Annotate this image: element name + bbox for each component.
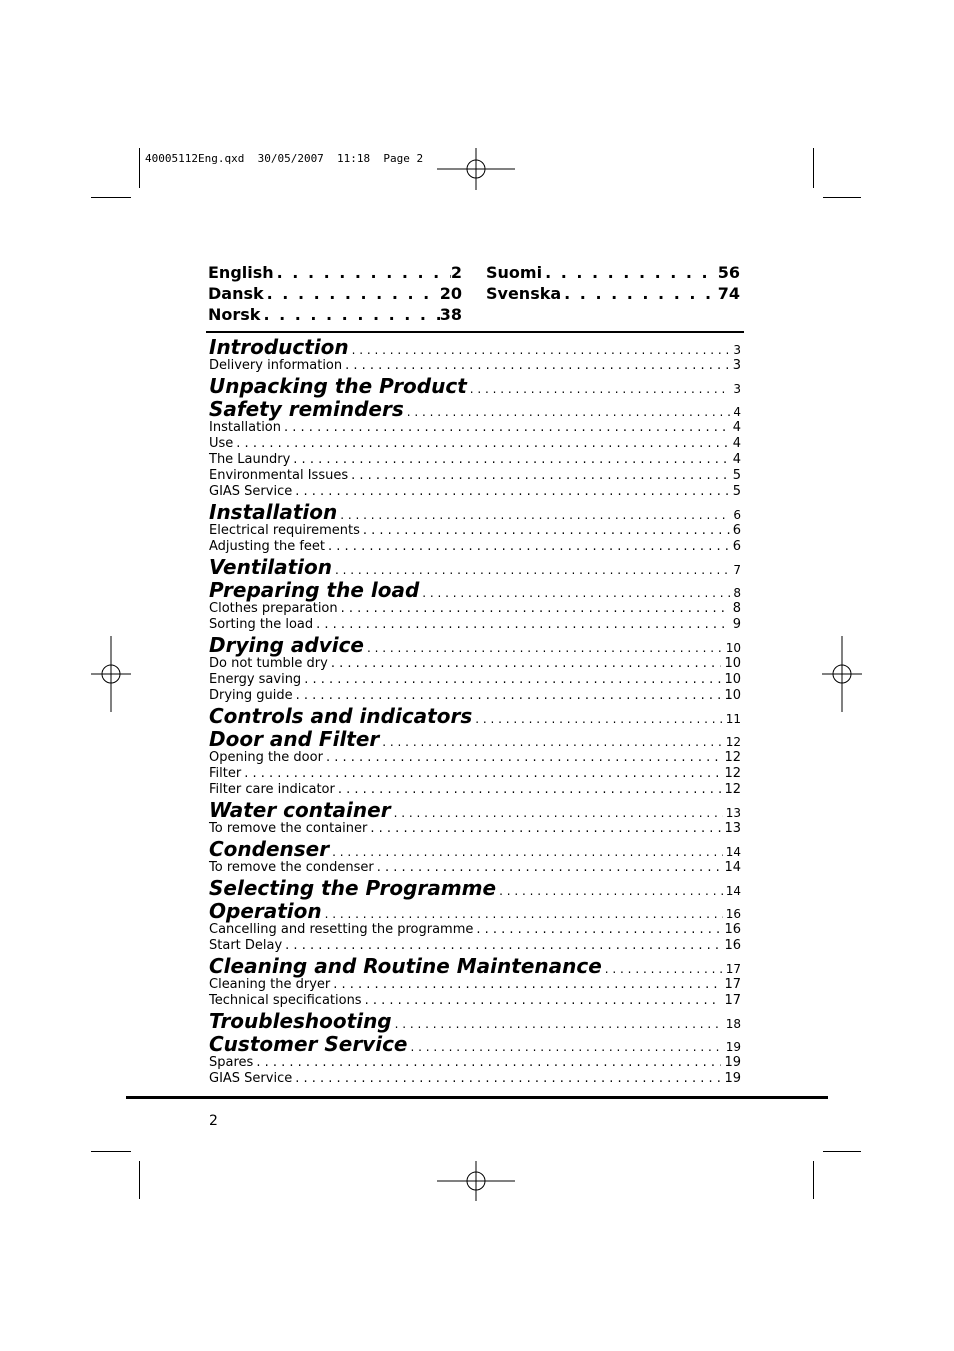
toc-leader-dots bbox=[338, 782, 722, 797]
toc-subentry bbox=[209, 420, 741, 436]
language-entry bbox=[486, 283, 740, 304]
toc-leader-dots bbox=[256, 1055, 721, 1070]
toc-leader-dots bbox=[475, 712, 722, 726]
toc-leader-dots bbox=[365, 993, 722, 1008]
toc-subentry bbox=[209, 523, 741, 539]
toc-page: 13 bbox=[725, 806, 741, 820]
toc-subentry bbox=[209, 1055, 741, 1071]
registration-mark-left-icon bbox=[91, 636, 131, 712]
toc-page: 18 bbox=[725, 1017, 741, 1031]
toc-title: Selecting the Programme bbox=[209, 876, 497, 900]
toc-subentry bbox=[209, 993, 741, 1009]
toc-leader-dots bbox=[605, 962, 723, 976]
toc-leader-dots bbox=[332, 845, 723, 859]
toc-subentry bbox=[209, 821, 741, 837]
toc-page: 17 bbox=[724, 993, 741, 1008]
toc-leader-dots bbox=[325, 907, 723, 921]
toc-title: Start Delay bbox=[209, 938, 283, 953]
crop-mark-top-right-horizontal bbox=[823, 197, 861, 198]
toc-section bbox=[209, 374, 741, 397]
toc-title: Installation bbox=[209, 500, 338, 524]
toc-title: Technical specifications bbox=[209, 993, 362, 1008]
toc-title: Customer Service bbox=[209, 1032, 408, 1056]
toc-title: Use bbox=[209, 436, 234, 451]
toc-page: 11 bbox=[725, 712, 741, 726]
table-of-contents bbox=[209, 335, 741, 1087]
toc-page: 9 bbox=[732, 617, 741, 632]
toc-page: 12 bbox=[724, 750, 741, 765]
registration-mark-bottom-icon bbox=[437, 1161, 515, 1201]
toc-page: 10 bbox=[724, 672, 741, 687]
toc-page: 4 bbox=[732, 420, 741, 435]
toc-title: Spares bbox=[209, 1055, 254, 1070]
toc-title: Sorting the load bbox=[209, 617, 314, 632]
toc-subentry bbox=[209, 977, 741, 993]
page-number: 2 bbox=[209, 1113, 218, 1129]
toc-title: Drying advice bbox=[209, 633, 364, 657]
toc-title: Cancelling and resetting the programme bbox=[209, 922, 474, 937]
toc-section bbox=[209, 335, 741, 358]
toc-leader-dots bbox=[411, 1040, 723, 1054]
toc-title: Condenser bbox=[209, 837, 330, 861]
toc-subentry bbox=[209, 617, 741, 633]
toc-page: 13 bbox=[724, 821, 741, 836]
registration-mark-right-icon bbox=[822, 636, 862, 712]
toc-page: 4 bbox=[733, 405, 741, 419]
toc-leader-dots bbox=[295, 1071, 721, 1086]
toc-page: 17 bbox=[724, 977, 741, 992]
crop-mark-top-left-horizontal bbox=[91, 197, 131, 198]
toc-page: 3 bbox=[733, 382, 741, 396]
toc-page: 6 bbox=[732, 523, 741, 538]
toc-title: The Laundry bbox=[209, 452, 291, 467]
print-slug: 40005112Eng.qxd 30/05/2007 11:18 Page 2 bbox=[145, 152, 424, 165]
language-page: 56 bbox=[717, 263, 740, 282]
toc-section bbox=[209, 899, 741, 922]
toc-section bbox=[209, 837, 741, 860]
toc-leader-dots bbox=[295, 484, 729, 499]
toc-section bbox=[209, 798, 741, 821]
toc-leader-dots bbox=[341, 601, 730, 616]
toc-leader-dots bbox=[236, 436, 729, 451]
toc-subentry bbox=[209, 436, 741, 452]
toc-leader-dots bbox=[370, 821, 721, 836]
toc-page: 12 bbox=[725, 735, 741, 749]
crop-mark-bottom-right-vertical bbox=[813, 1161, 814, 1199]
toc-page: 6 bbox=[732, 539, 741, 554]
toc-leader-dots bbox=[326, 750, 722, 765]
toc-leader-dots bbox=[499, 884, 723, 898]
toc-title: GIAS Service bbox=[209, 484, 293, 499]
language-page: 38 bbox=[439, 305, 462, 324]
toc-subentry bbox=[209, 766, 741, 782]
toc-title: GIAS Service bbox=[209, 1071, 293, 1086]
toc-page: 10 bbox=[725, 641, 741, 655]
toc-leader-dots bbox=[340, 508, 730, 522]
toc-page: 12 bbox=[724, 766, 741, 781]
language-page: 2 bbox=[450, 263, 462, 282]
toc-page: 7 bbox=[733, 563, 741, 577]
toc-leader-dots bbox=[395, 1017, 723, 1031]
toc-subentry bbox=[209, 922, 741, 938]
toc-page: 16 bbox=[724, 938, 741, 953]
language-page: 20 bbox=[439, 284, 462, 303]
toc-subentry bbox=[209, 484, 741, 500]
toc-title: Filter care indicator bbox=[209, 782, 335, 797]
toc-section bbox=[209, 397, 741, 420]
toc-title: Opening the door bbox=[209, 750, 323, 765]
toc-leader-dots bbox=[351, 468, 730, 483]
crop-mark-top-right-vertical bbox=[813, 148, 814, 188]
toc-title: Installation bbox=[209, 420, 282, 435]
toc-page: 14 bbox=[725, 884, 741, 898]
toc-page: 8 bbox=[732, 601, 741, 616]
toc-leader-dots bbox=[331, 656, 722, 671]
registration-mark-top-icon bbox=[437, 148, 515, 190]
toc-section bbox=[209, 555, 741, 578]
toc-section bbox=[209, 633, 741, 656]
toc-leader-dots bbox=[363, 523, 730, 538]
toc-page: 3 bbox=[732, 358, 741, 373]
bottom-rule bbox=[126, 1096, 828, 1099]
crop-mark-bottom-right-horizontal bbox=[823, 1151, 861, 1152]
toc-page: 14 bbox=[724, 860, 741, 875]
toc-page: 5 bbox=[732, 468, 741, 483]
toc-section bbox=[209, 727, 741, 750]
toc-title: Drying guide bbox=[209, 688, 293, 703]
toc-title: Controls and indicators bbox=[209, 704, 473, 728]
toc-subentry bbox=[209, 468, 741, 484]
toc-leader-dots bbox=[284, 420, 730, 435]
language-entry bbox=[486, 262, 740, 283]
language-name: Norsk bbox=[208, 305, 261, 324]
toc-leader-dots bbox=[382, 735, 722, 749]
language-name: English bbox=[208, 263, 274, 282]
language-entry bbox=[208, 304, 462, 325]
toc-leader-dots bbox=[367, 641, 723, 655]
toc-leader-dots bbox=[377, 860, 722, 875]
toc-title: Ventilation bbox=[209, 555, 332, 579]
toc-section bbox=[209, 1032, 741, 1055]
toc-page: 19 bbox=[724, 1071, 741, 1086]
toc-page: 12 bbox=[724, 782, 741, 797]
toc-leader-dots bbox=[345, 358, 730, 373]
toc-title: Operation bbox=[209, 899, 322, 923]
toc-section bbox=[209, 500, 741, 523]
toc-page: 19 bbox=[724, 1055, 741, 1070]
toc-page: 14 bbox=[725, 845, 741, 859]
toc-page: 6 bbox=[733, 508, 741, 522]
crop-mark-top-left-vertical bbox=[139, 148, 140, 188]
toc-subentry bbox=[209, 860, 741, 876]
toc-title: Filter bbox=[209, 766, 242, 781]
toc-subentry bbox=[209, 539, 741, 555]
language-name: Svenska bbox=[486, 284, 562, 303]
toc-page: 10 bbox=[724, 688, 741, 703]
toc-leader-dots bbox=[422, 586, 730, 600]
top-rule bbox=[206, 331, 744, 333]
toc-page: 4 bbox=[732, 452, 741, 467]
toc-leader-dots bbox=[316, 617, 730, 632]
toc-title: Do not tumble dry bbox=[209, 656, 328, 671]
toc-leader-dots bbox=[293, 452, 729, 467]
toc-leader-dots bbox=[328, 539, 730, 554]
toc-title: Energy saving bbox=[209, 672, 302, 687]
toc-title: Adjusting the feet bbox=[209, 539, 326, 554]
toc-title: Cleaning and Routine Maintenance bbox=[209, 954, 602, 978]
toc-leader-dots bbox=[476, 922, 721, 937]
toc-title: Electrical requirements bbox=[209, 523, 360, 538]
toc-title: To remove the container bbox=[209, 821, 368, 836]
toc-title: Safety reminders bbox=[209, 397, 404, 421]
language-name: Suomi bbox=[486, 263, 543, 282]
toc-page: 4 bbox=[732, 436, 741, 451]
toc-title: Environmental Issues bbox=[209, 468, 349, 483]
toc-subentry bbox=[209, 601, 741, 617]
toc-leader-dots bbox=[335, 563, 730, 577]
toc-leader-dots bbox=[244, 766, 721, 781]
language-entry bbox=[208, 283, 462, 304]
toc-title: Preparing the load bbox=[209, 578, 420, 602]
toc-page: 19 bbox=[725, 1040, 741, 1054]
toc-leader-dots bbox=[470, 382, 731, 396]
toc-subentry bbox=[209, 656, 741, 672]
language-entry bbox=[208, 262, 462, 283]
toc-subentry bbox=[209, 452, 741, 468]
toc-leader-dots bbox=[304, 672, 721, 687]
toc-subentry bbox=[209, 1071, 741, 1087]
toc-section bbox=[209, 578, 741, 601]
toc-section bbox=[209, 1009, 741, 1032]
toc-subentry bbox=[209, 358, 741, 374]
toc-section bbox=[209, 876, 741, 899]
language-page: 74 bbox=[717, 284, 740, 303]
toc-title: Introduction bbox=[209, 335, 349, 359]
toc-page: 3 bbox=[733, 343, 741, 357]
toc-leader-dots bbox=[333, 977, 721, 992]
toc-subentry bbox=[209, 688, 741, 704]
toc-title: Clothes preparation bbox=[209, 601, 338, 616]
toc-page: 17 bbox=[725, 962, 741, 976]
toc-subentry bbox=[209, 750, 741, 766]
toc-title: Cleaning the dryer bbox=[209, 977, 331, 992]
crop-mark-bottom-left-horizontal bbox=[91, 1151, 131, 1152]
toc-leader-dots bbox=[352, 343, 731, 357]
toc-subentry bbox=[209, 782, 741, 798]
toc-section bbox=[209, 954, 741, 977]
toc-page: 16 bbox=[725, 907, 741, 921]
toc-title: Troubleshooting bbox=[209, 1009, 392, 1033]
toc-page: 5 bbox=[732, 484, 741, 499]
toc-page: 8 bbox=[733, 586, 741, 600]
toc-page: 16 bbox=[724, 922, 741, 937]
toc-title: Unpacking the Product bbox=[209, 374, 467, 398]
toc-leader-dots bbox=[394, 806, 723, 820]
crop-mark-bottom-left-vertical bbox=[139, 1161, 140, 1199]
toc-leader-dots bbox=[296, 688, 722, 703]
language-name: Dansk bbox=[208, 284, 264, 303]
toc-subentry bbox=[209, 672, 741, 688]
toc-section bbox=[209, 704, 741, 727]
toc-title: Delivery information bbox=[209, 358, 343, 373]
toc-title: To remove the condenser bbox=[209, 860, 374, 875]
toc-title: Door and Filter bbox=[209, 727, 380, 751]
toc-leader-dots bbox=[407, 405, 731, 419]
toc-subentry bbox=[209, 938, 741, 954]
toc-leader-dots bbox=[285, 938, 721, 953]
toc-page: 10 bbox=[724, 656, 741, 671]
toc-title: Water container bbox=[209, 798, 391, 822]
